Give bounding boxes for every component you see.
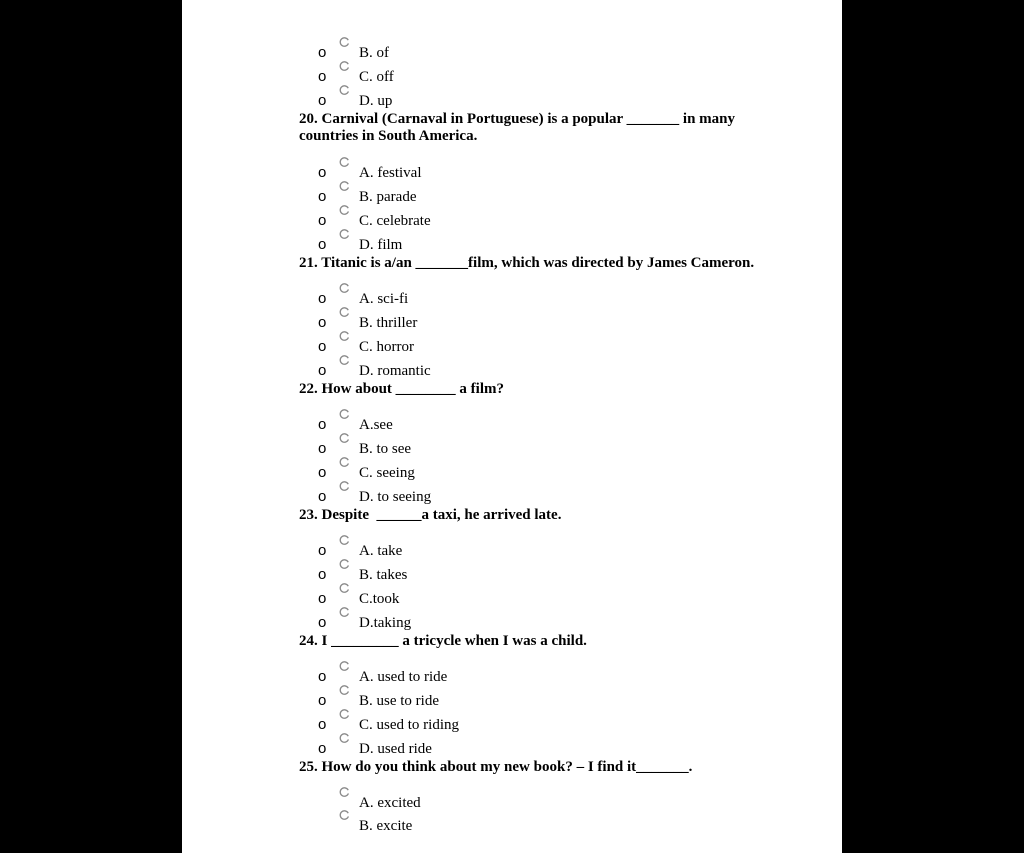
option-label: A.see (359, 417, 393, 433)
option-20-c (182, 210, 582, 232)
option-23-c (182, 588, 582, 610)
radio-icon (339, 685, 350, 696)
option-label: B. use to ride (359, 693, 439, 709)
option-label: B. thriller (359, 315, 418, 331)
radio-icon (339, 559, 350, 570)
radio-button[interactable] (339, 685, 350, 696)
radio-icon (339, 85, 350, 96)
radio-button[interactable] (339, 307, 350, 318)
question-23: 23. Despite ______a taxi, he arrived late. (299, 507, 562, 523)
option-label: C. celebrate (359, 213, 431, 229)
list-bullet: o (318, 188, 327, 205)
option-19-c (182, 66, 582, 88)
list-bullet: o (318, 590, 327, 607)
option-label: A. sci-fi (359, 291, 409, 307)
option-label: C. used to riding (359, 717, 459, 733)
option-label: A. take (359, 543, 403, 559)
option-22-c (182, 462, 582, 484)
radio-button[interactable] (339, 607, 350, 618)
option-21-c (182, 336, 582, 358)
option-25-a (182, 792, 582, 814)
option-label: D. to seeing (359, 489, 432, 505)
option-23-a (182, 540, 582, 562)
radio-button[interactable] (339, 583, 350, 594)
option-label: D. used ride (359, 741, 432, 757)
list-bullet: o (318, 212, 327, 229)
list-bullet: o (318, 68, 327, 85)
list-bullet: o (318, 338, 327, 355)
option-21-d (182, 360, 582, 382)
radio-button[interactable] (339, 457, 350, 468)
option-label: A. used to ride (359, 669, 448, 685)
radio-icon (339, 457, 350, 468)
option-20-b (182, 186, 582, 208)
option-label: D. romantic (359, 363, 431, 379)
radio-button[interactable] (339, 355, 350, 366)
option-label: D.taking (359, 615, 412, 631)
radio-icon (339, 709, 350, 720)
option-25-b (182, 815, 582, 837)
radio-button[interactable] (339, 559, 350, 570)
document-page (182, 0, 842, 853)
list-bullet: o (318, 290, 327, 307)
radio-button[interactable] (339, 409, 350, 420)
option-21-a (182, 288, 582, 310)
list-bullet: o (318, 566, 327, 583)
radio-button[interactable] (339, 787, 350, 798)
radio-button[interactable] (339, 433, 350, 444)
list-bullet: o (318, 542, 327, 559)
option-23-b (182, 564, 582, 586)
radio-button[interactable] (339, 85, 350, 96)
list-bullet: o (318, 362, 327, 379)
list-bullet: o (318, 464, 327, 481)
question-21: 21. Titanic is a/an _______film, which was directed by James Cameron. (299, 255, 755, 271)
radio-icon (339, 787, 350, 798)
question-20: 20. Carnival (Carnaval in Portuguese) is a popular _______ in many countries in South America. (299, 111, 736, 144)
radio-button[interactable] (339, 283, 350, 294)
list-bullet: o (318, 716, 327, 733)
radio-icon (339, 61, 350, 72)
option-label: B. of (359, 45, 389, 61)
option-label: B. to see (359, 441, 412, 457)
radio-icon (339, 481, 350, 492)
radio-button[interactable] (339, 205, 350, 216)
radio-icon (339, 433, 350, 444)
radio-button[interactable] (339, 229, 350, 240)
radio-button[interactable] (339, 810, 350, 821)
radio-button[interactable] (339, 61, 350, 72)
list-bullet: o (318, 44, 327, 61)
radio-icon (339, 535, 350, 546)
option-label: A. excited (359, 795, 421, 811)
question-24: 24. I _________ a tricycle when I was a child. (299, 633, 587, 649)
option-24-c (182, 714, 582, 736)
option-24-d (182, 738, 582, 760)
radio-button[interactable] (339, 535, 350, 546)
option-24-a (182, 666, 582, 688)
option-20-d (182, 234, 582, 256)
radio-button[interactable] (339, 331, 350, 342)
option-22-a (182, 414, 582, 436)
radio-icon (339, 810, 350, 821)
radio-icon (339, 157, 350, 168)
list-bullet: o (318, 314, 327, 331)
option-22-d (182, 486, 582, 508)
option-20-a (182, 162, 582, 184)
option-label: B. excite (359, 818, 413, 834)
radio-icon (339, 181, 350, 192)
list-bullet: o (318, 488, 327, 505)
radio-icon (339, 355, 350, 366)
option-label: C. seeing (359, 465, 415, 481)
radio-button[interactable] (339, 481, 350, 492)
radio-button[interactable] (339, 37, 350, 48)
radio-button[interactable] (339, 661, 350, 672)
option-label: B. parade (359, 189, 417, 205)
radio-button[interactable] (339, 709, 350, 720)
option-19-b (182, 42, 582, 64)
list-bullet: o (318, 92, 327, 109)
radio-icon (339, 583, 350, 594)
radio-icon (339, 37, 350, 48)
radio-icon (339, 229, 350, 240)
list-bullet: o (318, 740, 327, 757)
radio-button[interactable] (339, 733, 350, 744)
option-24-b (182, 690, 582, 712)
option-label: C.took (359, 591, 400, 607)
radio-icon (339, 607, 350, 618)
list-bullet: o (318, 614, 327, 631)
list-bullet: o (318, 440, 327, 457)
list-bullet: o (318, 692, 327, 709)
option-label: A. festival (359, 165, 422, 181)
radio-icon (339, 409, 350, 420)
list-bullet: o (318, 416, 327, 433)
option-label: B. takes (359, 567, 408, 583)
list-bullet: o (318, 236, 327, 253)
radio-icon (339, 307, 350, 318)
list-bullet: o (318, 668, 327, 685)
option-label: D. film (359, 237, 403, 253)
option-23-d (182, 612, 582, 634)
radio-button[interactable] (339, 157, 350, 168)
radio-icon (339, 733, 350, 744)
radio-button[interactable] (339, 181, 350, 192)
question-25: 25. How do you think about my new book? – I find it_______. (299, 759, 693, 775)
option-label: C. horror (359, 339, 414, 355)
option-label: D. up (359, 93, 393, 109)
question-22: 22. How about ________ a film? (299, 381, 505, 397)
option-21-b (182, 312, 582, 334)
option-19-d (182, 90, 582, 112)
radio-icon (339, 331, 350, 342)
option-label: C. off (359, 69, 394, 85)
radio-icon (339, 661, 350, 672)
list-bullet: o (318, 164, 327, 181)
radio-icon (339, 205, 350, 216)
radio-icon (339, 283, 350, 294)
option-22-b (182, 438, 582, 460)
